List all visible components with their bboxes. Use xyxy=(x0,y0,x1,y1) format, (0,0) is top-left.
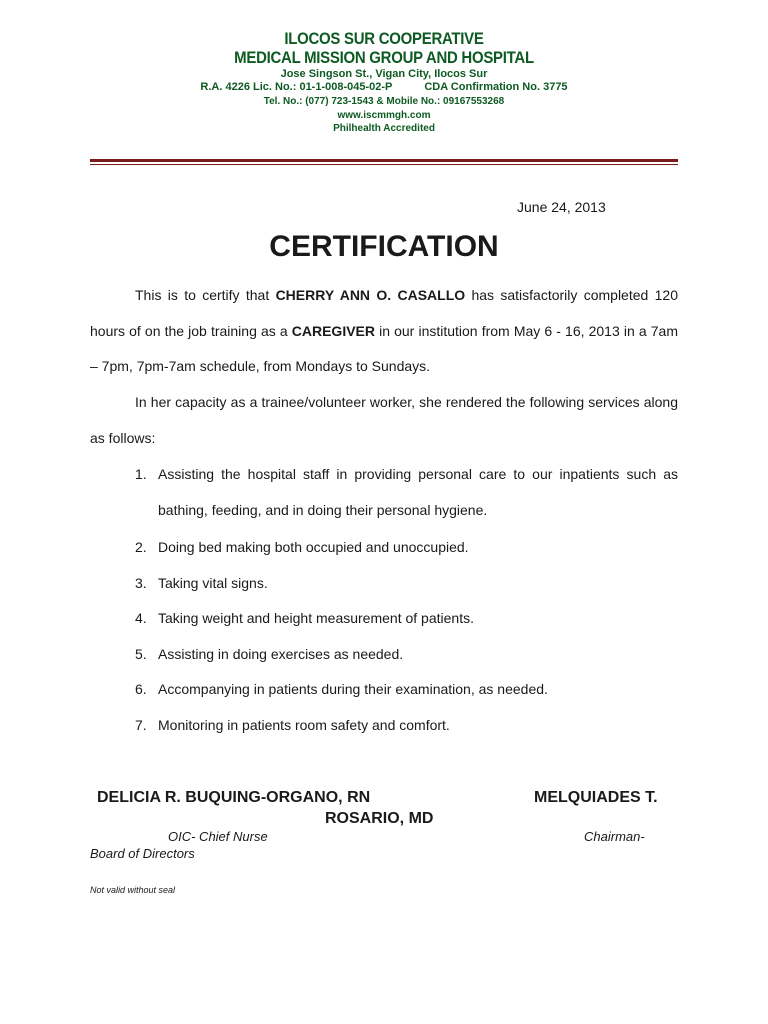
service-number: 7. xyxy=(135,717,147,733)
org-name-line2: MEDICAL MISSION GROUP AND HOSPITAL xyxy=(234,48,534,67)
org-accreditation: Philhealth Accredited xyxy=(333,123,435,134)
service-text: Doing bed making both occupied and unoccupied. xyxy=(158,539,469,555)
license-line xyxy=(0,81,768,94)
signatory-right-role-line1: Chairman- xyxy=(584,829,645,844)
service-number: 1. xyxy=(135,466,147,482)
certification-paragraph xyxy=(90,278,678,385)
cda-number: CDA Confirmation No. 3775 xyxy=(424,81,568,93)
service-number: 6. xyxy=(135,681,147,697)
trainee-name: CHERRY ANN O. CASALLO xyxy=(275,287,466,303)
signatory-right-role-line2: Board of Directors xyxy=(90,846,195,861)
service-number: 2. xyxy=(135,539,147,555)
org-name-line1: ILOCOS SUR COOPERATIVE xyxy=(284,29,484,48)
para1-pre: This is to certify that xyxy=(135,287,276,303)
service-item xyxy=(135,601,678,637)
trainee-role: CAREGIVER xyxy=(291,322,375,339)
signatory-left-name: DELICIA R. BUQUING-ORGANO, RN xyxy=(97,789,371,806)
service-text: Accompanying in patients during their examination, as needed. xyxy=(158,681,548,697)
para1-mid: has satisfactorily completed 120 hours of on the job training as a xyxy=(90,287,678,339)
org-website: www.iscmmgh.com xyxy=(337,110,431,121)
service-text: Taking vital signs. xyxy=(158,575,268,591)
header-rule-thick xyxy=(90,159,678,162)
signatory-right-name-line2: ROSARIO, MD xyxy=(325,810,434,827)
org-address: Jose Singson St., Vigan City, Ilocos Sur xyxy=(280,68,488,80)
service-item xyxy=(135,708,678,744)
signatory-left-role: OIC- Chief Nurse xyxy=(168,829,268,844)
service-text: Taking weight and height measurement of patients. xyxy=(158,610,474,626)
service-text: Monitoring in patients room safety and comfort. xyxy=(158,717,450,733)
license-number: R.A. 4226 Lic. No.: 01-1-008-045-02-P xyxy=(200,81,393,93)
document-title: CERTIFICATION xyxy=(269,230,499,263)
service-number: 3. xyxy=(135,575,147,591)
services-intro-paragraph: In her capacity as a trainee/volunteer worker, she rendered the following services along as follows: xyxy=(90,394,678,446)
service-text: Assisting in doing exercises as needed. xyxy=(158,646,404,662)
service-item xyxy=(135,672,678,708)
service-item xyxy=(135,637,678,673)
service-item xyxy=(135,457,678,528)
service-item xyxy=(135,530,678,566)
service-item xyxy=(135,566,678,602)
service-number: 5. xyxy=(135,646,147,662)
seal-note: Not valid without seal xyxy=(90,885,176,895)
signatory-right-name-line1: MELQUIADES T. xyxy=(534,789,658,806)
service-number: 4. xyxy=(135,610,147,626)
org-phone: Tel. No.: (077) 723-1543 & Mobile No.: 09167553268 xyxy=(263,96,505,107)
service-text: Assisting the hospital staff in providing personal care to our inpatients such as bathing, feeding, and in doing their personal hygiene. xyxy=(158,466,678,518)
document-date: June 24, 2013 xyxy=(517,199,606,215)
header-rule-thin xyxy=(90,164,678,165)
para1-post: in our institution from May 6 - 16, 2013 in a 7am – 7pm, 7pm-7am schedule, from Mondays to Sundays. xyxy=(90,322,678,374)
